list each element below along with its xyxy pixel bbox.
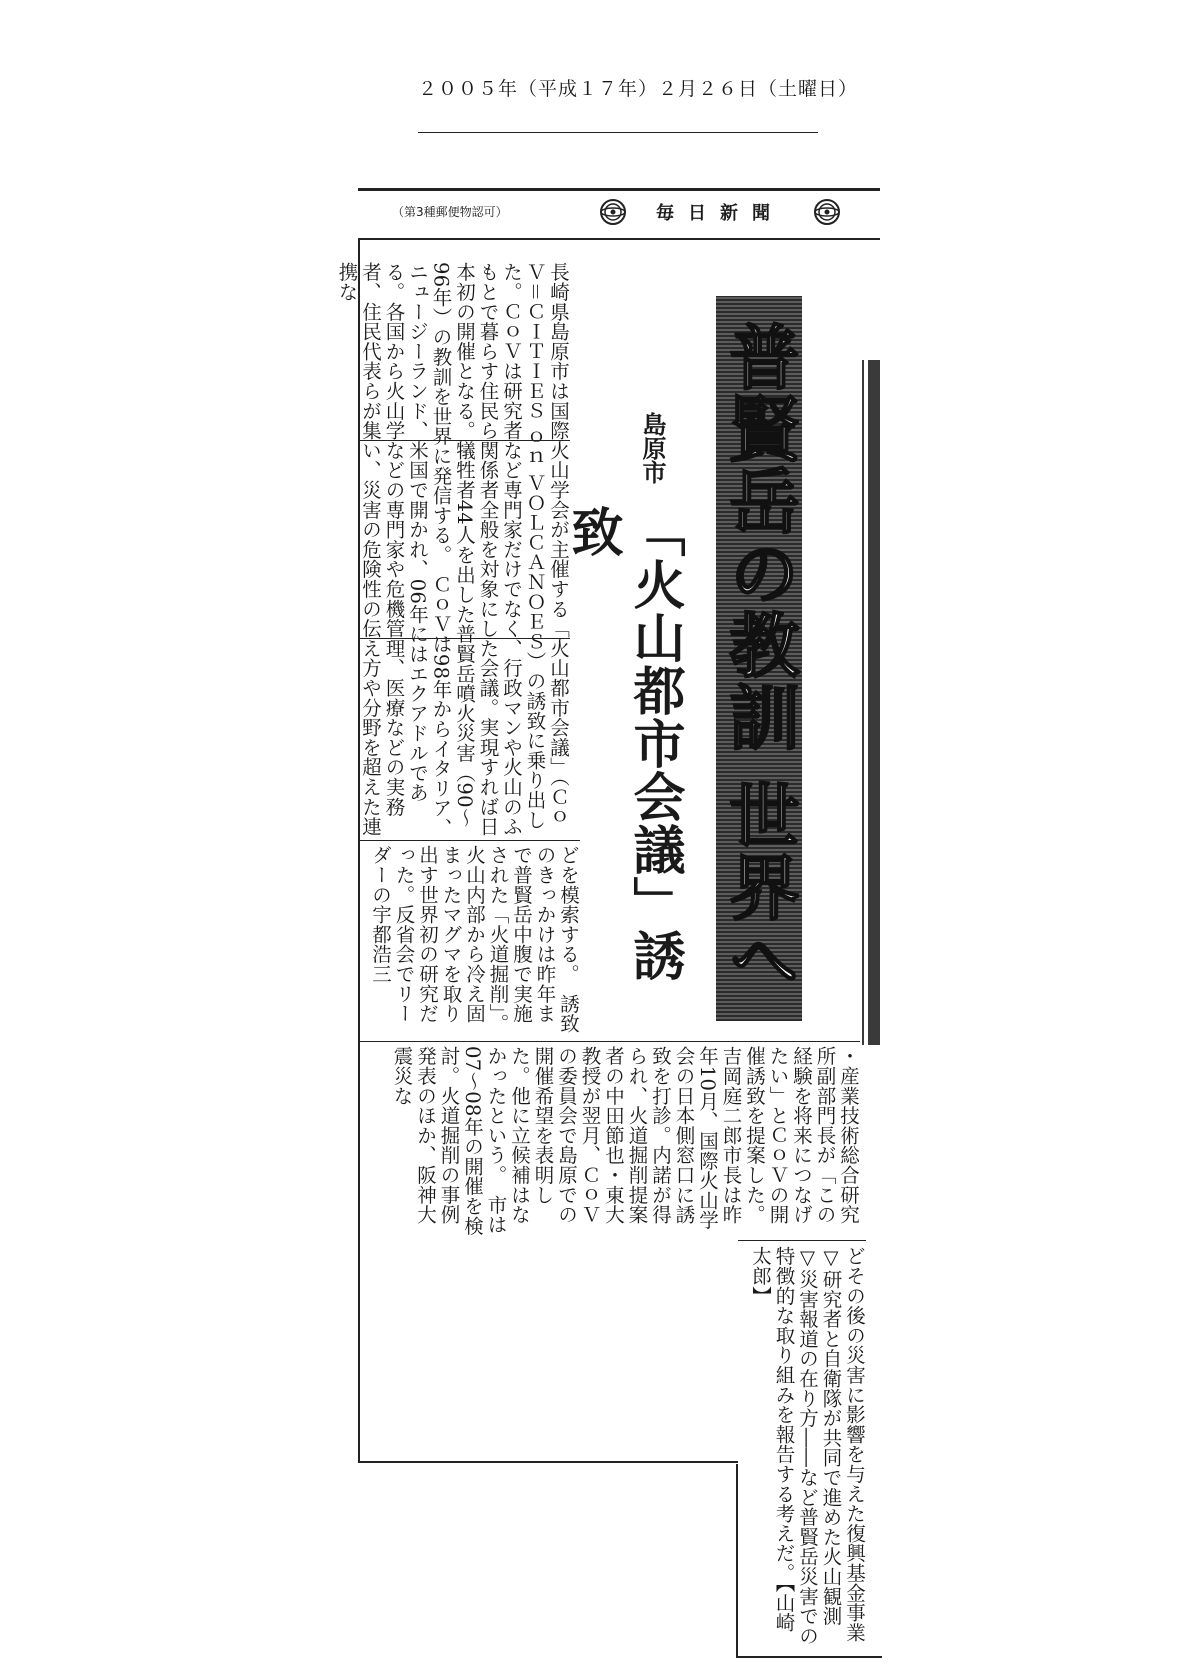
clip-masthead-rule: [358, 238, 880, 240]
article-paragraph-1: 長崎県島原市は国際火山学会が主催する「火山都市会議」（ＣｏＶ＝ＣＩＴＩＥＳ ｏｎ ＶＯＬＣＡＮＯＥＳ）の誘致に乗り出した。ＣｏＶは研究者など専門家だけでなく、行政マンや火山のふもとで暮らす住民ら関係者全般を対象にした会議。実現すれば日本初の開催となる。犠牲者44人を出した普賢岳噴火災害（90〜96年）の教訓を世界に発信する。 ＣｏＶは98年からイタリア、ニュージーランド、米国で開かれ、06年にはエクアドルである。各国から火山学などの専門家や危機管理、医療などの実務者、住民代表らが集い、災害の危険性の伝え方や分野を超えた連携な: [335, 262, 570, 838]
mainichi-logo-icon: [600, 199, 626, 225]
article-tier-1: [335, 262, 570, 838]
clip-lower-right-border: [736, 1464, 738, 1658]
headline-banner: [716, 296, 802, 1021]
headline-side-rule: [868, 360, 880, 1045]
clip-bottom-border: [358, 1461, 738, 1463]
mainichi-logo-icon-right: [814, 199, 840, 225]
sub-headline: 「火山都市会議」誘致: [562, 505, 684, 982]
article-paragraph-2: どを模索する。 誘致のきっかけは昨年まで普賢岳中腹で実施された「火道掘削」。火山内部から冷え固まったマグマを取り出す世界初の研究だった。反省会でリーダーの宇都浩三: [369, 845, 580, 1034]
clip-top-border: [358, 188, 880, 191]
date-underline: [418, 132, 818, 133]
tier-rule-4: [360, 1041, 860, 1042]
article-tier-3: [364, 1046, 860, 1242]
sub-headline-place: 島原市: [638, 412, 666, 484]
publication-date-line: ２００５年（平成１７年）２月２６日（土曜日）: [418, 78, 859, 100]
article-paragraph-4: どその後の災害に影響を与えた復興基金事業▽研究者と自衛隊が共同で進めた火山観測▽災害報道の在り方――など普賢岳災害での特徴的な取り組みを報告する考えだ。【山崎太郎】: [749, 1246, 866, 1646]
article-tier-4: [740, 1246, 866, 1646]
clip-right-bottom-rule: [736, 1656, 882, 1658]
masthead: [600, 196, 840, 228]
tier-rule-3: [360, 840, 580, 841]
postal-permit-note: （第3種郵便物認可）: [392, 205, 508, 219]
headline-text: 普賢岳の教訓 世界へ: [718, 321, 800, 996]
headline-side-rule-thin: [862, 360, 864, 1045]
newspaper-name: 毎日新聞: [656, 203, 784, 224]
article-paragraph-3: ・産業技術総合研究所副部門長が「この経験を将来につなげたい」とＣｏＶの開催誘致を提案した。 吉岡庭二郎市長は昨年10月、国際火山学会の日本側窓口に誘致を打診。内諾が得られ、火道掘削提案者の中田節也・東大教授が翌月、ＣｏＶの委員会で島原での開催希望を表明した。他に立候補はなかったという。 市は07〜08年の開催を検討。火道掘削の事例発表のほか、阪神大震災な: [390, 1046, 860, 1236]
article-tier-2: [360, 845, 580, 1038]
